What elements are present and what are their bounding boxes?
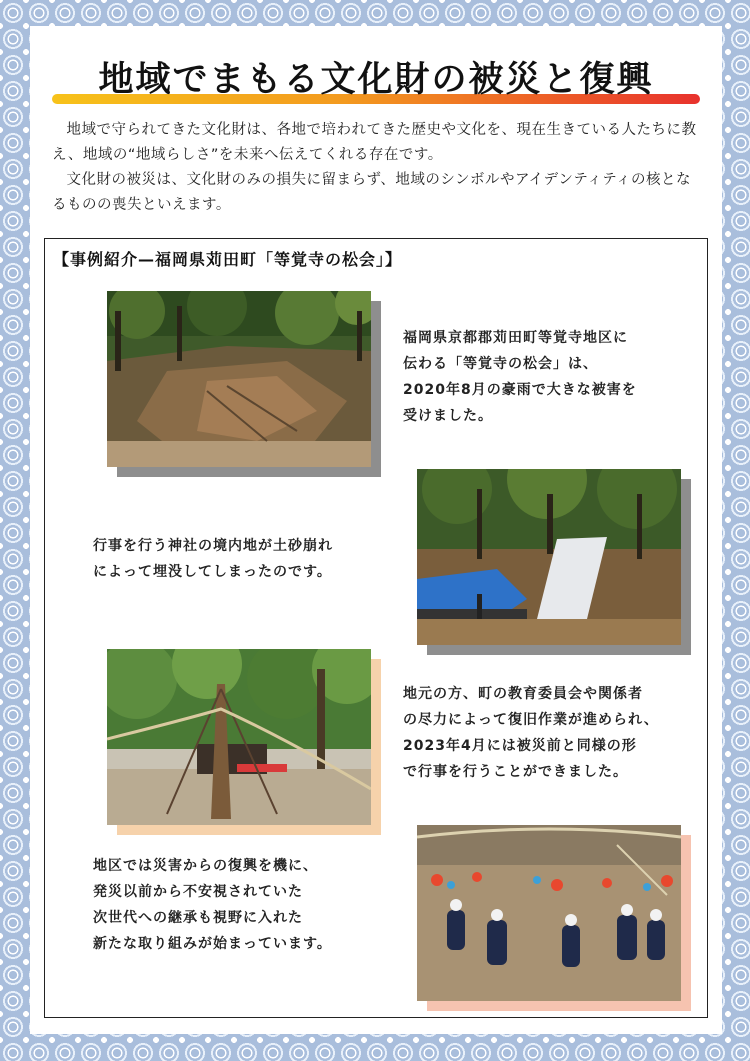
photo-ritual-pole: [107, 649, 371, 825]
caption-line: 2023年4月には被災前と同様の形: [403, 738, 637, 754]
caption-line: によって埋没してしまったのです。: [93, 564, 332, 580]
caption-1: [403, 325, 637, 429]
caption-4: [93, 853, 332, 957]
case-study-title: 【事例紹介—福岡県苅田町「等覚寺の松会」】: [53, 250, 403, 269]
caption-line: 行事を行う神社の境内地が土砂崩れ: [93, 538, 333, 554]
caption-line: 受けました。: [403, 408, 493, 424]
page-title: 地域でまもる文化財の被災と復興: [98, 60, 654, 100]
caption-line: の尽力によって復旧作業が進められ、: [403, 712, 659, 728]
caption-line: 地元の方、町の教育委員会や関係者: [403, 686, 643, 702]
caption-2: [93, 533, 333, 585]
title-area: [42, 44, 710, 116]
caption-line: 発災以前から不安視されていた: [93, 884, 303, 900]
caption-line: 伝わる「等覚寺の松会」は、: [403, 356, 598, 372]
poster-sheet: [30, 26, 722, 1034]
photo-landslide-slope: [107, 291, 371, 467]
caption-line: 次世代への継承も視野に入れた: [93, 910, 303, 926]
photo-festival-dancers: [417, 825, 681, 1001]
caption-line: 新たな取り組みが始まっています。: [93, 936, 332, 952]
caption-line: 2020年8月の豪雨で大きな被害を: [403, 382, 637, 398]
photo-recovery-tarp: [417, 469, 681, 645]
caption-line: で行事を行うことができました。: [403, 764, 628, 780]
caption-line: 地区では災害からの復興を機に、: [93, 858, 318, 874]
intro-paragraph-2: 文化財の被災は、文化財のみの損失に留まらず、地域のシンボルやアイデンティティの核となるものの喪失といえます。: [52, 172, 692, 213]
case-study-box: [44, 238, 708, 1018]
caption-3: [403, 681, 659, 785]
intro-text: [52, 118, 702, 218]
caption-line: 福岡県京都郡苅田町等覚寺地区に: [403, 330, 628, 346]
intro-paragraph-1: 地域で守られてきた文化財は、各地で培われてきた歴史や文化を、現在生きている人たちに教え、地域の“地域らしさ”を未来へ伝えてくれる存在です。: [52, 122, 697, 163]
